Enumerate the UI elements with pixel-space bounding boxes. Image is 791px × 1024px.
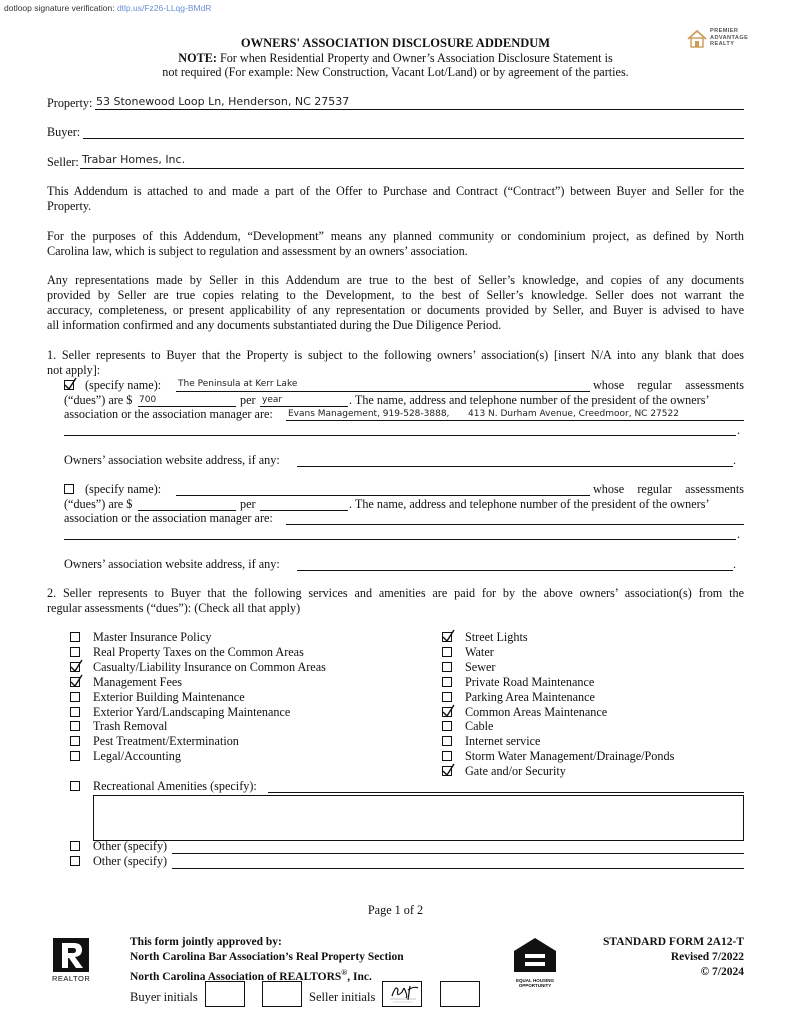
service-checkbox[interactable] bbox=[70, 647, 80, 657]
checkmark-icon bbox=[64, 378, 76, 391]
assoc2-name-address-text: . The name, address and telephone number of the president of the owners’ bbox=[349, 497, 710, 511]
equal-housing-line-1: EQUAL HOUSING bbox=[516, 978, 554, 983]
checkmark-icon bbox=[442, 705, 454, 718]
assoc1-per-label: per bbox=[240, 393, 256, 407]
assoc2-dues-label: (“dues”) are $ bbox=[64, 497, 133, 511]
checkmark-icon bbox=[70, 675, 82, 688]
assoc1-manager-field[interactable]: Evans Management, 919-528-3888, bbox=[288, 409, 450, 419]
checkmark-icon bbox=[442, 764, 454, 777]
p1-line-b: Property. bbox=[47, 199, 92, 213]
service-label: Exterior Building Maintenance bbox=[93, 689, 245, 704]
s2-intro-a: 2. Seller represents to Buyer that the following services and amenities are paid for by the above owners’ association(s) from the bbox=[47, 586, 744, 600]
assoc2-manager-line-2 bbox=[64, 539, 736, 540]
assoc1-specify-name-label: (specify name): bbox=[85, 378, 162, 392]
assoc1-manager-line bbox=[286, 420, 744, 421]
assoc1-website-line bbox=[297, 466, 733, 467]
recreational-amenities-textbox[interactable] bbox=[93, 795, 744, 841]
other-2-line[interactable] bbox=[172, 868, 744, 869]
service-checkbox[interactable] bbox=[442, 662, 452, 672]
paragraph-addendum-attached bbox=[47, 184, 744, 214]
property-field[interactable]: 53 Stonewood Loop Ln, Henderson, NC 27537 bbox=[96, 95, 350, 108]
paragraph-representations bbox=[47, 273, 744, 333]
assoc2-manager-period: . bbox=[737, 527, 741, 541]
equal-housing-line-2: OPPORTUNITY bbox=[518, 983, 552, 988]
recreational-amenities-label: Recreational Amenities (specify): bbox=[93, 779, 257, 793]
service-checkbox[interactable] bbox=[442, 736, 452, 746]
association-2-checkbox[interactable] bbox=[64, 484, 74, 494]
service-checkbox[interactable] bbox=[70, 677, 80, 687]
note-label: NOTE: bbox=[178, 51, 217, 65]
assoc1-manager-address-field[interactable]: 413 N. Durham Avenue, Creedmoor, NC 27522 bbox=[468, 409, 679, 419]
service-checkbox[interactable] bbox=[442, 677, 452, 687]
association-1-checkbox[interactable] bbox=[64, 380, 74, 390]
checkmark-icon bbox=[442, 630, 454, 643]
buyer-line bbox=[83, 138, 744, 139]
service-checkbox[interactable] bbox=[442, 721, 452, 731]
assoc2-website-line bbox=[297, 570, 733, 571]
assoc1-website-period: . bbox=[733, 453, 737, 467]
assoc2-whose-regular: whose regular assessments bbox=[593, 482, 744, 496]
assoc2-per-label: per bbox=[240, 497, 256, 511]
service-label: Street Lights bbox=[465, 630, 528, 644]
service-checkbox[interactable] bbox=[70, 751, 80, 761]
assoc1-dues-field[interactable]: 700 bbox=[139, 395, 157, 405]
buyer-initials-label: Buyer initials bbox=[130, 990, 198, 1004]
section-2-intro bbox=[47, 586, 744, 616]
assoc1-whose-regular: whose regular assessments bbox=[593, 378, 744, 392]
s1-intro-b: not apply]: bbox=[47, 363, 101, 377]
assoc2-website-period: . bbox=[733, 557, 737, 571]
assoc1-manager-line-2 bbox=[64, 435, 736, 436]
assoc2-website-label: Owners’ association website address, if any: bbox=[64, 557, 280, 571]
buyer-initials-box-2[interactable] bbox=[262, 981, 302, 1007]
seller-initials-box-2[interactable] bbox=[440, 981, 480, 1007]
assoc1-name-address-text: . The name, address and telephone number of the president of the owners’ bbox=[349, 393, 710, 407]
other-1-label: Other (specify) bbox=[93, 839, 168, 853]
seller-initials-signature bbox=[384, 982, 422, 1006]
service-label: Cable bbox=[465, 719, 494, 734]
assoc1-manager-period: . bbox=[737, 423, 741, 437]
s1-intro-a: 1. Seller represents to Buyer that the Property is subject to the following owners’ association(s) [insert N/A into any blank that does bbox=[47, 348, 744, 362]
realtor-text: REALTOR bbox=[52, 974, 91, 983]
form-name: STANDARD FORM 2A12-T bbox=[603, 936, 744, 948]
assoc2-name-line bbox=[176, 495, 590, 496]
service-label: Common Areas Maintenance bbox=[465, 704, 608, 719]
assoc1-name-field[interactable]: The Peninsula at Kerr Lake bbox=[178, 379, 298, 389]
logo-line-3: REALTY bbox=[710, 41, 735, 48]
buyer-label: Buyer: bbox=[47, 125, 81, 139]
assoc1-dues-label: (“dues”) are $ bbox=[64, 393, 133, 407]
verification-label: dotloop signature verification: bbox=[4, 3, 115, 13]
service-checkbox[interactable] bbox=[442, 647, 452, 657]
copyright: © 7/2024 bbox=[700, 966, 744, 978]
s2-intro-b: regular assessments (“dues”): (Check all that apply) bbox=[47, 601, 301, 615]
note-line-1 bbox=[0, 51, 791, 66]
assoc2-per-line bbox=[260, 510, 348, 511]
approval-block bbox=[130, 935, 404, 985]
service-checkbox[interactable] bbox=[442, 707, 452, 717]
assoc1-name-line bbox=[176, 391, 590, 392]
seller-initials-label: Seller initials bbox=[309, 990, 376, 1004]
other-2-label: Other (specify) bbox=[93, 854, 168, 868]
p3-line-b: provided by Seller are true copies relating to the Development, to the best of Seller’s knowledge. Seller does not warrant the bbox=[47, 288, 744, 302]
assoc1-website-label: Owners’ association website address, if any: bbox=[64, 453, 280, 467]
service-label: Sewer bbox=[465, 659, 496, 674]
paragraph-development-definition bbox=[47, 229, 744, 259]
approval-line-2: North Carolina Bar Association’s Real Property Section bbox=[130, 951, 404, 963]
p3-line-c: accuracy, completeness, or present applicability of any representation or documents provided by Seller, and Buyer is advised to have bbox=[47, 303, 744, 317]
p3-line-a: Any representations made by Seller in this Addendum are true to the best of Seller’s knowledge, and copies of any documents bbox=[47, 273, 744, 287]
service-checkbox[interactable] bbox=[442, 692, 452, 702]
section-1-intro bbox=[47, 348, 744, 378]
p2-line-b: Carolina law, which is subject to regulation and assessment by an owners’ association. bbox=[47, 244, 468, 258]
service-label: Legal/Accounting bbox=[93, 749, 181, 764]
assoc1-association-label: association or the association manager are: bbox=[64, 407, 273, 421]
service-label: Water bbox=[465, 644, 494, 659]
service-checkbox[interactable] bbox=[70, 662, 80, 672]
service-checkbox[interactable] bbox=[70, 692, 80, 702]
service-label: Private Road Maintenance bbox=[465, 674, 595, 689]
note-text-1: For when Residential Property and Owner’s Association Disclosure Statement is bbox=[219, 51, 613, 65]
service-checkbox[interactable] bbox=[70, 707, 80, 717]
dotloop-verification bbox=[4, 3, 211, 13]
service-label: Trash Removal bbox=[93, 719, 168, 734]
service-label: Exterior Yard/Landscaping Maintenance bbox=[93, 704, 291, 719]
logo-line-2: ADVANTAGE bbox=[710, 34, 749, 41]
service-checkbox[interactable] bbox=[442, 751, 452, 761]
p1-line-a: This Addendum is attached to and made a part of the Offer to Purchase and Contract (“Contract”) between Buyer and Seller for the bbox=[47, 184, 744, 198]
other-2-checkbox[interactable] bbox=[70, 856, 80, 866]
seller-field[interactable]: Trabar Homes, Inc. bbox=[82, 153, 186, 166]
property-label: Property: bbox=[47, 96, 93, 110]
service-checkbox[interactable] bbox=[70, 721, 80, 731]
form-id-block bbox=[540, 935, 744, 980]
service-checkbox[interactable] bbox=[442, 766, 452, 776]
service-label: Casualty/Liability Insurance on Common Areas bbox=[93, 659, 326, 674]
realtor-r-icon bbox=[52, 938, 92, 978]
buyer-initials-box-1[interactable] bbox=[205, 981, 245, 1007]
service-checkbox[interactable] bbox=[70, 632, 80, 642]
service-label: Internet service bbox=[465, 734, 541, 749]
approval-line-3: North Carolina Association of REALTORS®, Inc. bbox=[130, 968, 372, 983]
note-line-2: not required (For example: New Construction, Vacant Lot/Land) or by agreement of the parties. bbox=[162, 65, 629, 79]
checkmark-icon bbox=[70, 660, 82, 673]
approval-line-1: This form jointly approved by: bbox=[130, 936, 282, 948]
assoc1-per-field[interactable]: year bbox=[262, 395, 283, 405]
seller-initials-box-1[interactable] bbox=[382, 981, 422, 1007]
revised-date: Revised 7/2022 bbox=[670, 951, 744, 963]
assoc2-manager-line bbox=[286, 524, 744, 525]
service-label: Gate and/or Security bbox=[465, 764, 566, 779]
other-1-checkbox[interactable] bbox=[70, 841, 80, 851]
service-label: Storm Water Management/Drainage/Ponds bbox=[465, 749, 675, 764]
service-checkbox[interactable] bbox=[442, 632, 452, 642]
assoc2-association-label: association or the association manager are: bbox=[64, 511, 273, 525]
seller-line bbox=[80, 168, 744, 169]
logo-line-1: PREMIER bbox=[710, 28, 739, 34]
verification-link[interactable]: dtlp.us/Fz26-LLqg-BMdR bbox=[116, 3, 212, 13]
assoc1-per-line bbox=[260, 406, 348, 407]
recreational-line bbox=[268, 792, 744, 793]
service-label: Parking Area Maintenance bbox=[465, 689, 595, 704]
realtor-logo bbox=[52, 938, 92, 984]
p3-line-d: all information confirmed and any documents substantiated during the Due Diligence Period. bbox=[47, 318, 502, 332]
p2-line-a: For the purposes of this Addendum, “Development” means any planned community or condominium project, as defined by North bbox=[47, 229, 744, 243]
service-label: Management Fees bbox=[93, 674, 183, 689]
page-number: Page 1 of 2 bbox=[367, 903, 424, 917]
assoc2-specify-name-label: (specify name): bbox=[85, 482, 162, 496]
recreational-amenities-checkbox[interactable] bbox=[70, 781, 80, 791]
seller-label: Seller: bbox=[47, 155, 79, 169]
other-1-line[interactable] bbox=[172, 853, 744, 854]
form-title: OWNERS' ASSOCIATION DISCLOSURE ADDENDUM bbox=[240, 36, 551, 50]
service-label: Pest Treatment/Extermination bbox=[93, 734, 239, 749]
service-label: Master Insurance Policy bbox=[93, 630, 212, 644]
service-checkbox[interactable] bbox=[70, 736, 80, 746]
property-line bbox=[95, 109, 744, 110]
service-label: Real Property Taxes on the Common Areas bbox=[93, 644, 304, 659]
